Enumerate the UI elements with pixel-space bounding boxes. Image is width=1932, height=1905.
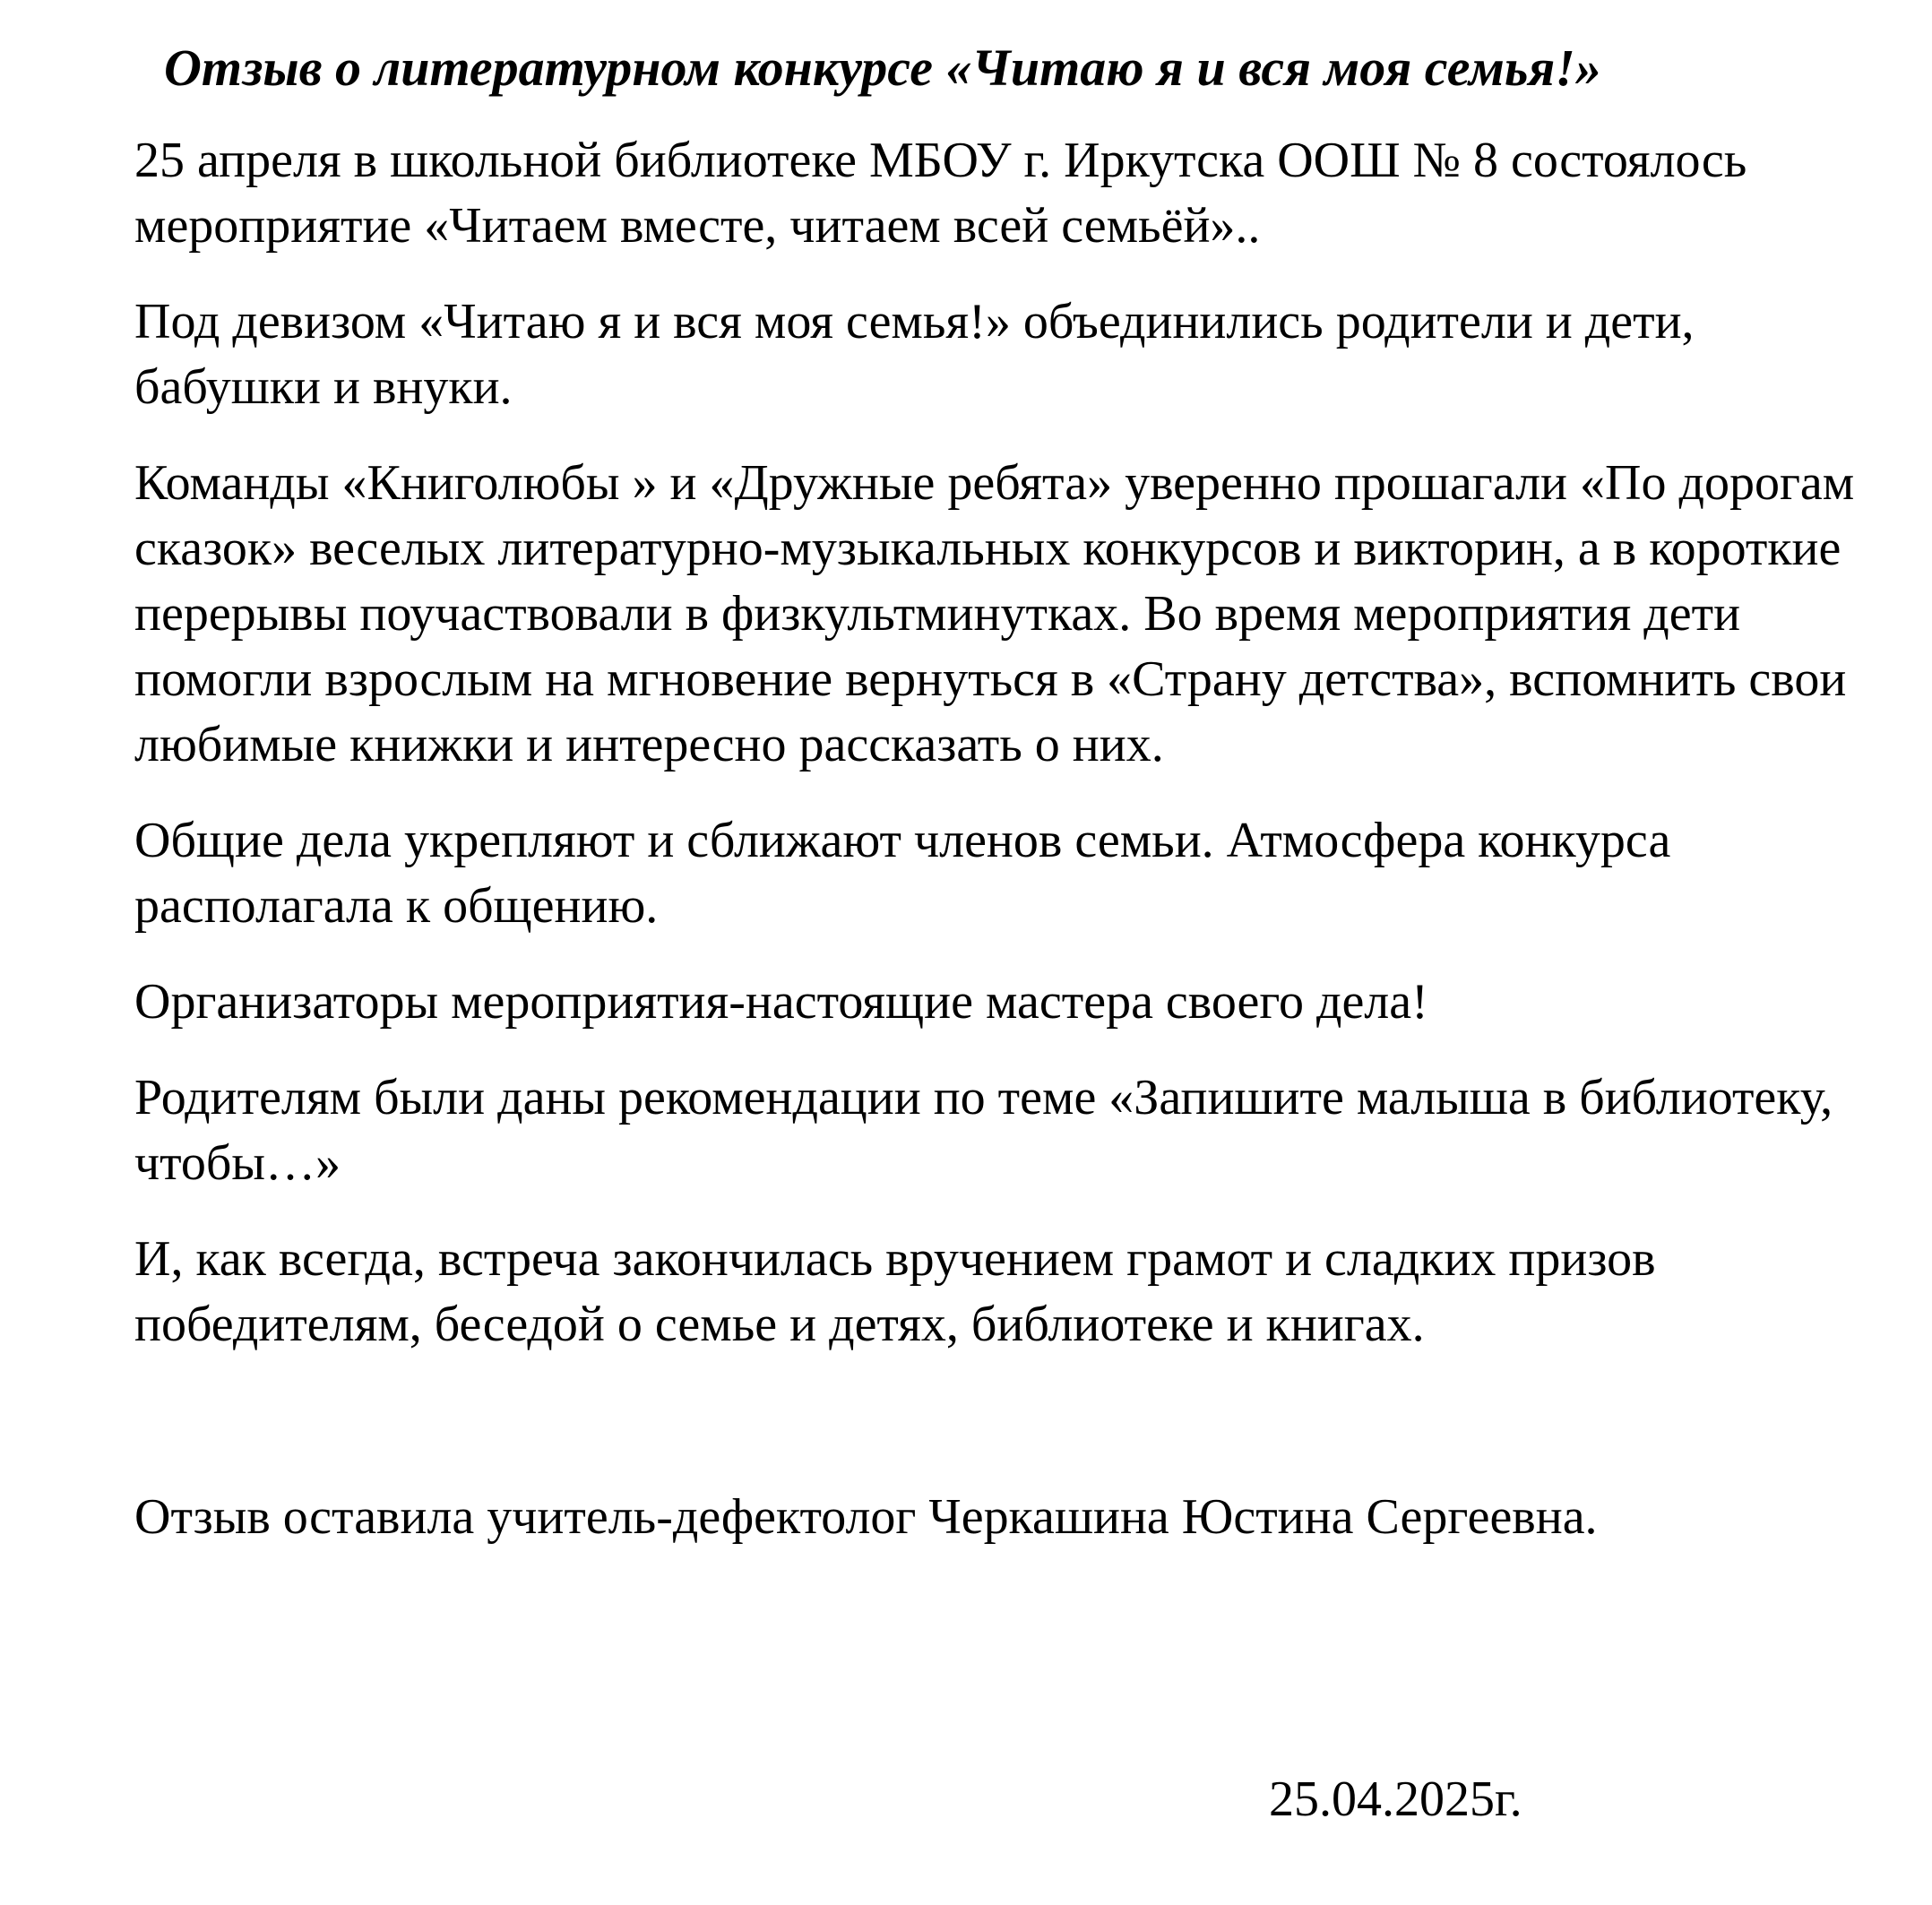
paragraph-motto: Под девизом «Читаю я и вся моя семья!» объединились родители и дети, бабушки и внуки.	[134, 294, 1695, 415]
paragraph-event-intro: 25 апреля в школьной библиотеке МБОУ г. Иркутска ООШ № 8 состоялось мероприятие «Читаем вместе, читаем всей семьёй»..	[134, 133, 1747, 254]
paragraph-family: Общие дела укрепляют и сближают членов семьи. Атмосфера конкурса располагала к общению.	[134, 813, 1671, 934]
paragraph-organizers: Организаторы мероприятия-настоящие мастера своего дела!	[134, 974, 1428, 1030]
document-date: 25.04.2025г.	[1269, 1771, 1522, 1827]
signature-line: Отзыв оставила учитель-дефектолог Черкашина Юстина Сергеевна.	[134, 1489, 1598, 1545]
paragraph-recommendations: Родителям были даны рекомендации по теме «Запишите малыша в библиотеку, чтобы…»	[134, 1070, 1833, 1191]
paragraph-teams: Команды «Книголюбы » и «Дружные ребята» уверенно прошагали «По дорогам сказок» веселых литературно-музыкальных конкурсов и викторин, а в короткие перерывы поучаствовали в физкультминутках. Во время мероприятия дети помогли взрослым на мгновение вернуться в «Страну детства», вспомнить свои любимые книжки и интересно рассказать о них.	[134, 455, 1855, 772]
document-body	[134, 128, 1882, 1388]
document-title: Отзыв о литературном конкурсе «Читаю я и вся моя семья!»	[164, 39, 1601, 97]
paragraph-conclusion: И, как всегда, встреча закончилась вручением грамот и сладких призов победителям, беседой о семье и детях, библиотеке и книгах.	[134, 1231, 1656, 1352]
